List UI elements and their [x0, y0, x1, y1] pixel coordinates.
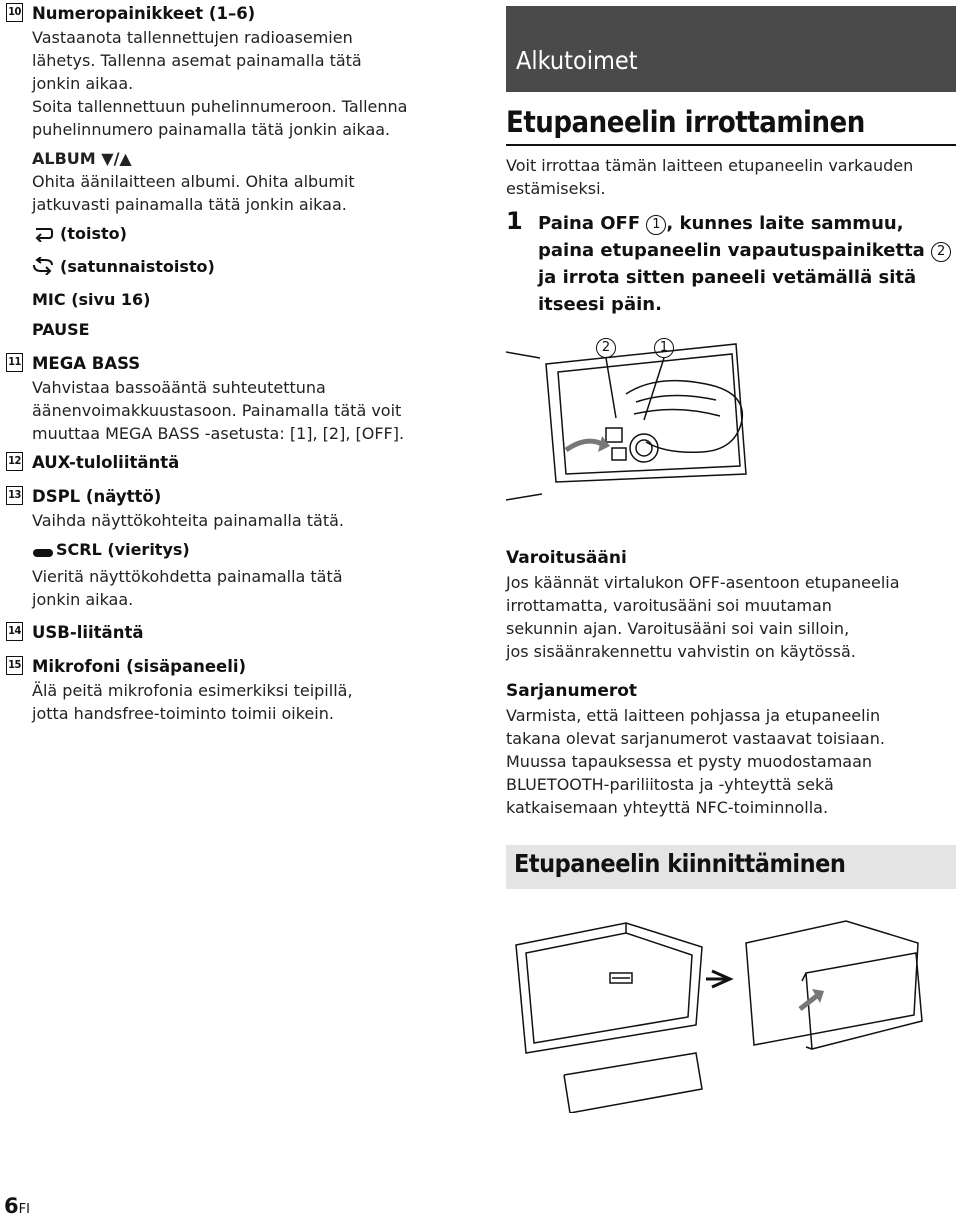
item-10-line-4: Soita tallennettuun puhelinnumeroon. Tallenna [32, 97, 408, 116]
item-10-line-1: Vastaanota tallennettujen radioasemien [32, 28, 353, 47]
serial-line-3: Muussa tapauksessa et pysty muodostamaan [506, 752, 873, 771]
item-14-title: USB-liitäntä [32, 623, 144, 642]
intro-line-1: Voit irrottaa tämän laitteen etupaneelin varkauden [506, 156, 914, 175]
press-hold-icon [32, 541, 54, 565]
repeat-row [32, 222, 476, 249]
figure-callout-2: 2 [596, 338, 616, 358]
page-lang: FI [18, 1202, 30, 1216]
repeat-icon [32, 225, 54, 249]
item-10-line-5: puhelinnumero painamalla tätä jonkin aikaa. [32, 120, 391, 139]
step-text-2a: paina etupaneelin vapautuspainiketta [538, 240, 932, 261]
item-10-line-3: jonkin aikaa. [32, 74, 134, 93]
item-number-14: 14 [6, 622, 23, 641]
pause-label: PAUSE [32, 320, 90, 339]
repeat-label: (toisto) [60, 224, 127, 243]
heading-detach: Etupaneelin irrottaminen [506, 104, 956, 146]
serial-line-2: takana olevat sarjanumerot vastaavat toisiaan. [506, 729, 885, 748]
item-10 [6, 2, 476, 342]
item-10-line-2: lähetys. Tallenna asemat painamalla tätä [32, 51, 362, 70]
intro-line-2: estämiseksi. [506, 179, 606, 198]
section-band: Alkutoimet [506, 6, 956, 92]
callout-circle-2: 2 [931, 242, 951, 262]
item-15-line-2: jotta handsfree-toiminto toimii oikein. [32, 704, 334, 723]
step-text-3: ja irrota sitten paneeli vetämällä sitä [538, 267, 917, 288]
step-number: 1 [506, 207, 523, 235]
scrl-line-2: jonkin aikaa. [32, 590, 134, 609]
item-number-10: 10 [6, 3, 23, 22]
right-column [506, 0, 956, 1113]
item-11-line-2: äänenvoimakkuustasoon. Painamalla tätä voit [32, 401, 402, 420]
item-12-title: AUX-tuloliitäntä [32, 453, 180, 472]
item-11-line-1: Vahvistaa bassoääntä suhteutettuna [32, 378, 326, 397]
item-13 [6, 485, 476, 611]
step-1 [506, 207, 956, 318]
heading-attach: Etupaneelin kiinnittäminen [506, 845, 956, 889]
detach-illustration [506, 324, 956, 504]
item-12 [6, 451, 476, 475]
shuffle-row [32, 255, 476, 282]
warning-line-2: irrottamatta, varoitusääni soi muutaman [506, 596, 832, 615]
callout-circle-1: 1 [646, 215, 666, 235]
item-15-title: Mikrofoni (sisäpaneeli) [32, 657, 247, 676]
left-column [6, 2, 476, 725]
item-14 [6, 621, 476, 645]
item-11-title: MEGA BASS [32, 354, 141, 373]
item-10-title: Numeropainikkeet (1–6) [32, 4, 256, 23]
item-11-line-3: muuttaa MEGA BASS -asetusta: [1], [2], [OFF]. [32, 424, 405, 443]
figure-callout-1: 1 [654, 338, 674, 358]
step-text-1b: , kunnes laite sammuu, [666, 213, 904, 234]
item-11 [6, 352, 476, 445]
warning-line-3: sekunnin ajan. Varoitusääni soi vain silloin, [506, 619, 850, 638]
album-title: ALBUM ▼/▲ [32, 149, 132, 168]
shuffle-label: (satunnaistoisto) [60, 257, 215, 276]
item-13-title: DSPL (näyttö) [32, 487, 162, 506]
warning-line-1: Jos käännät virtalukon OFF-asentoon etupaneelia [506, 573, 900, 592]
album-line-2: jatkuvasti painamalla tätä jonkin aikaa. [32, 195, 347, 214]
serial-line-5: katkaisemaan yhteyttä NFC-toiminnolla. [506, 798, 829, 817]
serial-title: Sarjanumerot [506, 681, 638, 701]
item-number-15: 15 [6, 656, 23, 675]
item-number-12: 12 [6, 452, 23, 471]
item-15 [6, 655, 476, 725]
scrl-row [32, 538, 476, 565]
serial-line-4: BLUETOOTH-pariliitosta ja -yhteyttä sekä [506, 775, 834, 794]
album-line-1: Ohita äänilaitteen albumi. Ohita albumit [32, 172, 355, 191]
scrl-title: SCRL (vieritys) [56, 540, 190, 559]
mic-label: MIC (sivu 16) [32, 290, 151, 309]
warning-line-4: jos sisäänrakennettu vahvistin on käytössä. [506, 642, 856, 661]
shuffle-icon [32, 257, 54, 282]
step-text-4: itseesi päin. [538, 294, 662, 315]
attach-illustration [506, 903, 956, 1113]
page-number-value: 6 [4, 1194, 19, 1216]
step-text-1a: Paina OFF [538, 213, 647, 234]
item-13-line-1: Vaihda näyttökohteita painamalla tätä. [32, 511, 345, 530]
scrl-line-1: Vieritä näyttökohdetta painamalla tätä [32, 567, 343, 586]
item-number-11: 11 [6, 353, 23, 372]
serial-line-1: Varmista, että laitteen pohjassa ja etupaneelin [506, 706, 881, 725]
page-number [4, 1194, 30, 1216]
item-number-13: 13 [6, 486, 23, 505]
item-15-line-1: Älä peitä mikrofonia esimerkiksi teipillä, [32, 681, 353, 700]
warning-title: Varoitusääni [506, 548, 627, 568]
